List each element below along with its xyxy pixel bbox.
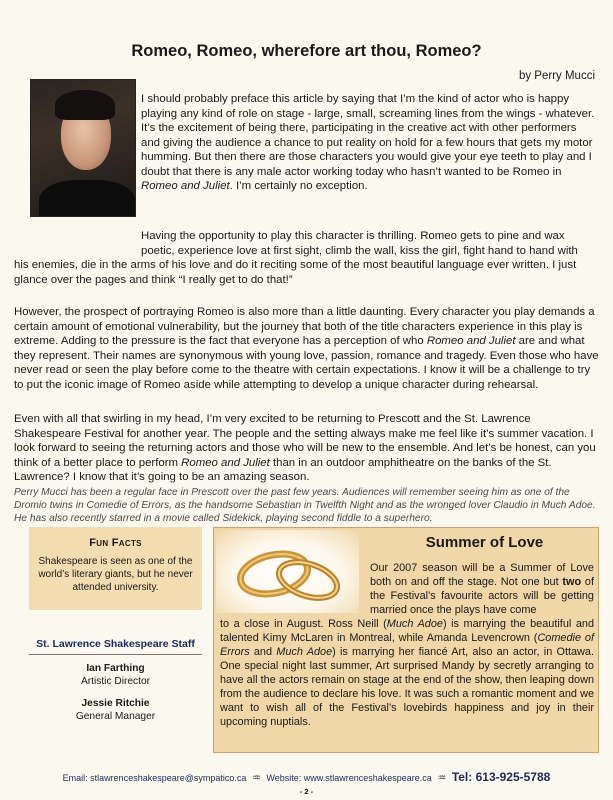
summer-title: Summer of Love	[425, 534, 544, 551]
article-paragraph-1: I should probably preface this article by saying that I’m the kind of actor who is happy playing any kind of role on stage - large, small, screaming lines from the wings - whatever. It’s the excitement of being there, participating in the creative act with other performers and giving the audience a chance to put reality on hold for a few hours that gets my motor humming. But then there are those characters you would give your eye teeth to play and I doubt that there is any male actor working today who hasn’t wanted to be Romeo in Romeo and Juliet. I’m certainly no exception.	[141, 93, 595, 192]
article-paragraph-4: Even with all that swirling in my head, I’m very excited to be returning to Prescott and the St. Lawrence Shakespeare Festival for another year. The people and the setting always make me feel like it’s summer vacation. I look forward to seeing the returning actors and those who will be new to the ensemble. And let’s be honest, can you think of a better place to perform Romeo and Juliet than in an outdoor amphitheatre on the banks of the St. Lawrence? I know that it’s going to be an amazing season.	[14, 413, 596, 483]
staff-member	[29, 662, 202, 688]
staff-role: Artistic Director	[80, 676, 151, 687]
actor-portrait-photo	[30, 79, 136, 217]
author-bio: Perry Mucci has been a regular face in Prescott over the past few years. Audiences will remember seeing him as one of the Dromio twins in Comedie of Errors, as the handsome Sebastian in Twelfth Night and as the wronged lover Claudio in Much Adoe. He has also recently starred in a movie called Sidekick, playing second fiddle to a superhero.	[14, 487, 596, 524]
article-title: Romeo, Romeo, wherefore art thou, Romeo?	[131, 42, 482, 60]
footer-email[interactable]: Email: stlawrenceshakespeare@sympatico.ca	[62, 773, 247, 783]
fun-facts-text: Shakespeare is seen as one of the world’s literary giants, but he never attended university.	[38, 556, 193, 593]
summer-intro: Our 2007 season will be a Summer of Love both on and off the stage. Not one but two of the Festival’s favourite actors will be getting married once the plays have come	[370, 562, 594, 616]
staff-role: General Manager	[75, 711, 156, 722]
footer-contact	[0, 770, 613, 784]
fun-facts-title: Fun Facts	[89, 537, 142, 549]
separator-icon: ♒	[437, 773, 447, 784]
portrait-shirt	[39, 180, 135, 217]
page-number: - 2 -	[299, 787, 314, 796]
separator-icon: ♒	[251, 773, 261, 784]
staff-member	[29, 697, 202, 723]
footer-telephone[interactable]: Tel: 613-925-5788	[451, 770, 551, 784]
rings-icon	[216, 530, 359, 613]
footer-website[interactable]: Website: www.stlawrenceshakespeare.ca	[266, 773, 432, 783]
staff-heading: St. Lawrence Shakespeare Staff	[29, 638, 202, 655]
staff-name: Ian Farthing	[86, 663, 145, 674]
fun-facts-box	[29, 527, 202, 610]
wedding-rings-photo	[216, 530, 359, 613]
byline: by Perry Mucci	[518, 70, 595, 82]
portrait-hair	[55, 90, 115, 120]
summer-body: to a close in August. Ross Neill (Much Adoe) is marrying the beautiful and talented Kimy McLaren in Montreal, while Amanda Levencrown (Comedie of Errors and Much Adoe) is marrying her fiancé Art, also an actor, in Ottawa. One special night last summer, Art surprised Mandy by secretly arranging to have all the actors remain on stage at the end of the show, then leaping down from the audience to declare his love. It was such a romantic moment and we want to wish all of the Festival’s lovebirds happiness and joy in their upcoming nuptials.	[220, 618, 595, 728]
article-paragraph-2: Having the opportunity to play this character is thrilling. Romeo gets to pine and wax poetic, experience love at first sight, climb the wall, kiss the girl, fight hand to hand with his enemies, die in the arms of his love and do it reciting some of the most beautiful language ever written. I just glance over the pages and think “I really get to do that!”	[14, 230, 578, 286]
article-paragraph-3: However, the prospect of portraying Romeo is also more than a little daunting. Every character you play demands a certain amount of emotional vulnerability, but the journey that both of the title characters experience in this play is extreme. Adding to the pressure is the fact that everyone has a perception of who Romeo and Juliet are and what they represent. Their names are synonymous with young love, passion, romance and tragedy. Even those who have never read or seen the play before come to the theatre with certain expectations. I know it will be a challenge to try to put the iconic image of Romeo aside while attempting to develop a unique character during rehearsal.	[14, 306, 599, 391]
summer-of-love-box	[213, 527, 599, 753]
staff-name: Jessie Ritchie	[81, 698, 150, 709]
